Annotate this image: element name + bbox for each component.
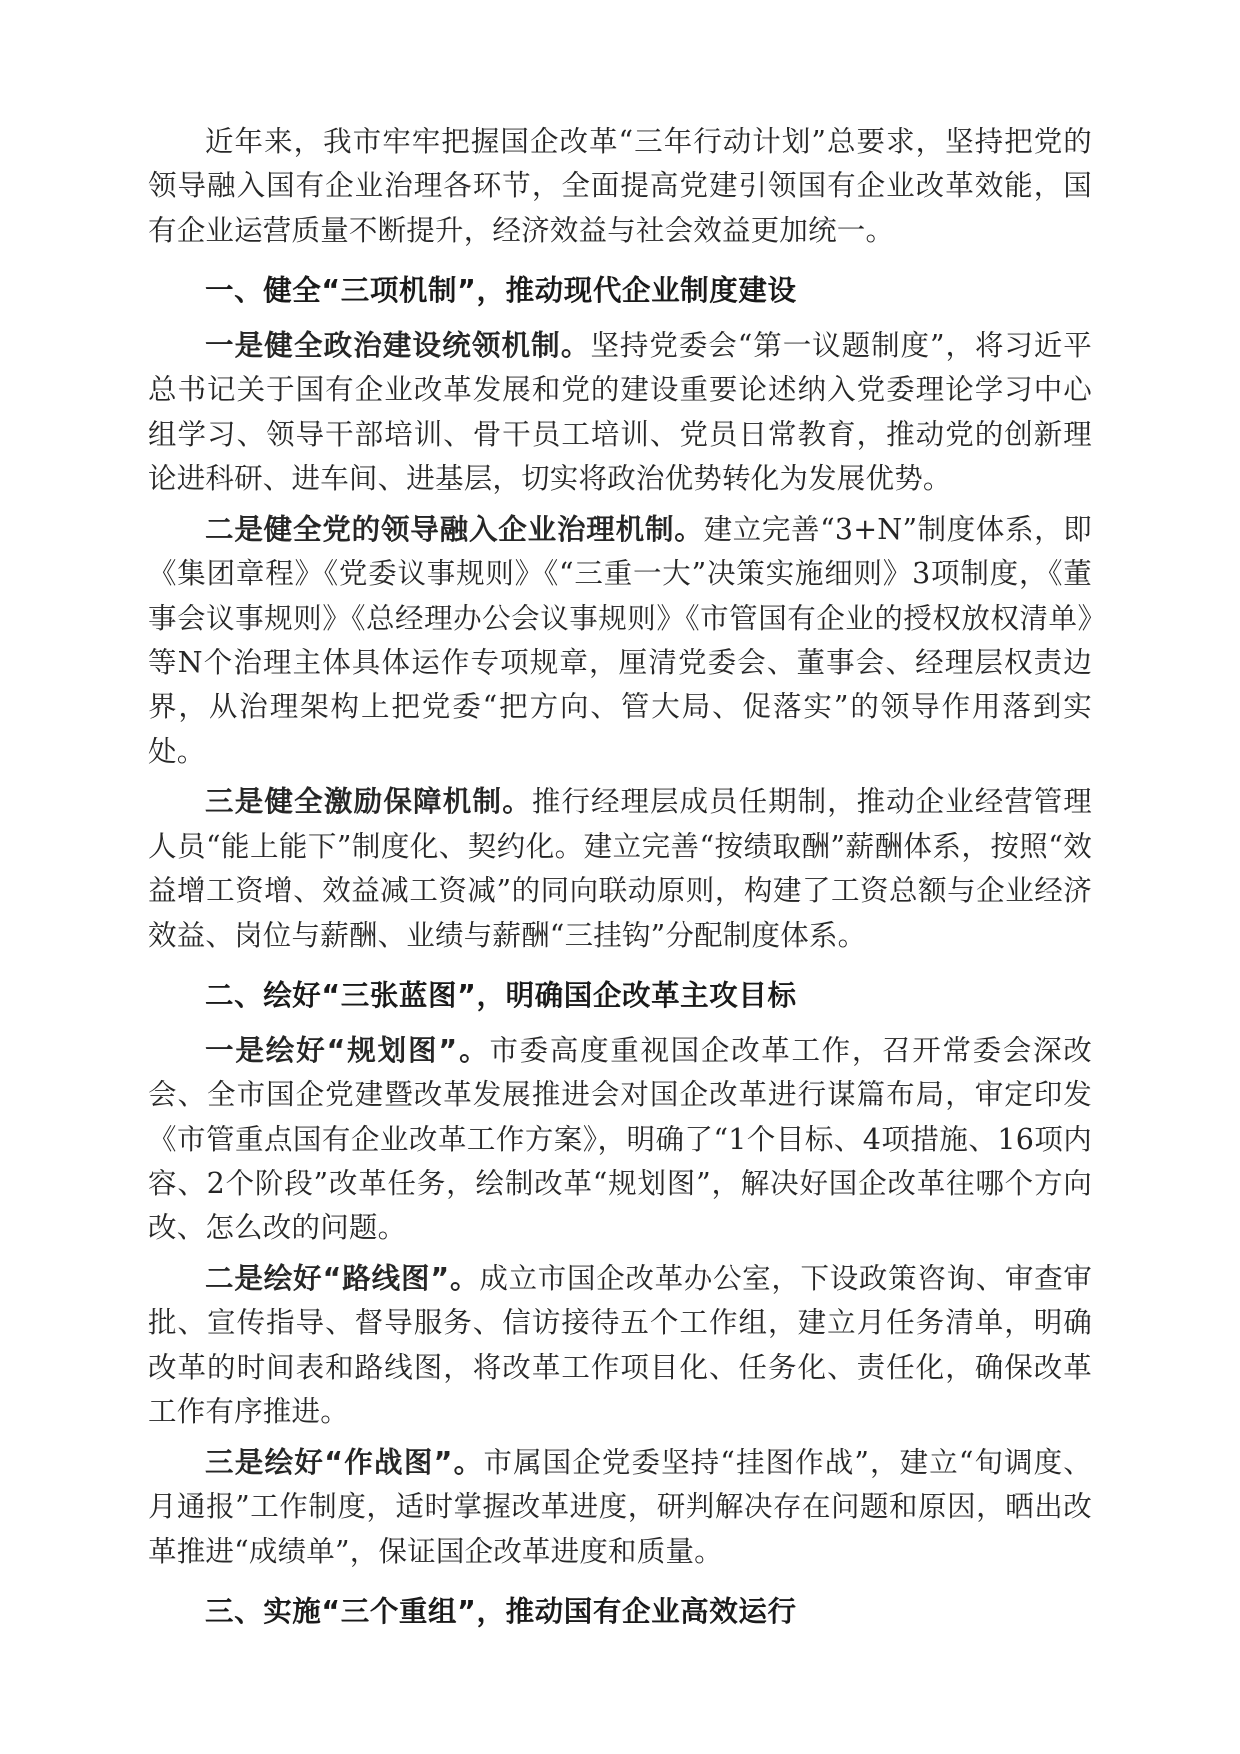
section-heading: 二、绘好“三张蓝图”，明确国企改革主攻目标	[205, 979, 797, 1013]
paragraph-lead: 一是健全政治建设统领机制。	[205, 328, 591, 362]
paragraph-text: 市属国企党委坚持“挂图作战”，建立“旬调度、月通报”工作制度，适时掌握改革进度，研判解决存在问题和原因，晒出改革推进“成绩单”，保证国企改革进度和质量。	[148, 1445, 1092, 1568]
paragraph-lead: 三是绘好“作战图”。	[205, 1445, 484, 1479]
body-paragraph	[148, 1441, 1092, 1574]
paragraph-text: 市委高度重视国企改革工作，召开常委会深改会、全市国企党建暨改革发展推进会对国企改革进行谋篇布局，审定印发《市管重点国有企业改革工作方案》，明确了“1个目标、4项措施、16项内容、2个阶段”改革任务，绘制改革“规划图”，解决好国企改革往哪个方向改、怎么改的问题。	[148, 1033, 1092, 1245]
document-body	[148, 120, 1092, 1635]
paragraph-lead: 二是绘好“路线图”。	[205, 1261, 480, 1295]
body-paragraph	[148, 1029, 1092, 1251]
body-paragraph	[148, 1257, 1092, 1435]
body-paragraph	[148, 508, 1092, 775]
section-heading: 一、健全“三项机制”，推动现代企业制度建设	[205, 274, 797, 308]
paragraph-lead: 一是绘好“规划图”。	[205, 1033, 490, 1067]
paragraph-text: 推行经理层成员任期制，推动企业经营管理人员“能上能下”制度化、契约化。建立完善“按绩取酬”薪酬体系，按照“效益增工资增、效益减工资减”的同向联动原则，构建了工资总额与企业经济效益、岗位与薪酬、业绩与薪酬“三挂钩”分配制度体系。	[148, 785, 1092, 952]
paragraph-lead: 二是健全党的领导融入企业治理机制。	[205, 512, 704, 546]
paragraph-text: 建立完善“3+N”制度体系，即《集团章程》《党委议事规则》《“三重一大”决策实施细则》3项制度，《董事会议事规则》《总经理办公会议事规则》《市管国有企业的授权放权清单》等N个治理主体具体运作专项规章，厘清党委会、董事会、经理层权责边界，从治理架构上把党委“把方向、管大局、促落实”的领导作用落到实处。	[148, 512, 1092, 768]
paragraph-text: 成立市国企改革办公室，下设政策咨询、审查审批、宣传指导、督导服务、信访接待五个工作组，建立月任务清单，明确改革的时间表和路线图，将改革工作项目化、任务化、责任化，确保改革工作有序推进。	[148, 1261, 1092, 1429]
body-paragraph	[148, 324, 1092, 502]
body-paragraph: 近年来，我市牢牢把握国企改革“三年行动计划”总要求，坚持把党的领导融入国有企业治理各环节，全面提高党建引领国有企业改革效能，国有企业运营质量不断提升，经济效益与社会效益更加统一。	[148, 125, 1092, 247]
body-paragraph	[148, 780, 1092, 958]
paragraph-lead: 三是健全激励保障机制。	[205, 785, 532, 819]
paragraph-text: 坚持党委会“第一议题制度”，将习近平总书记关于国有企业改革发展和党的建设重要论述纳入党委理论学习中心组学习、领导干部培训、骨干员工培训、党员日常教育，推动党的创新理论进科研、进车间、进基层，切实将政治优势转化为发展优势。	[148, 328, 1093, 496]
section-heading: 三、实施“三个重组”，推动国有企业高效运行	[205, 1595, 797, 1629]
